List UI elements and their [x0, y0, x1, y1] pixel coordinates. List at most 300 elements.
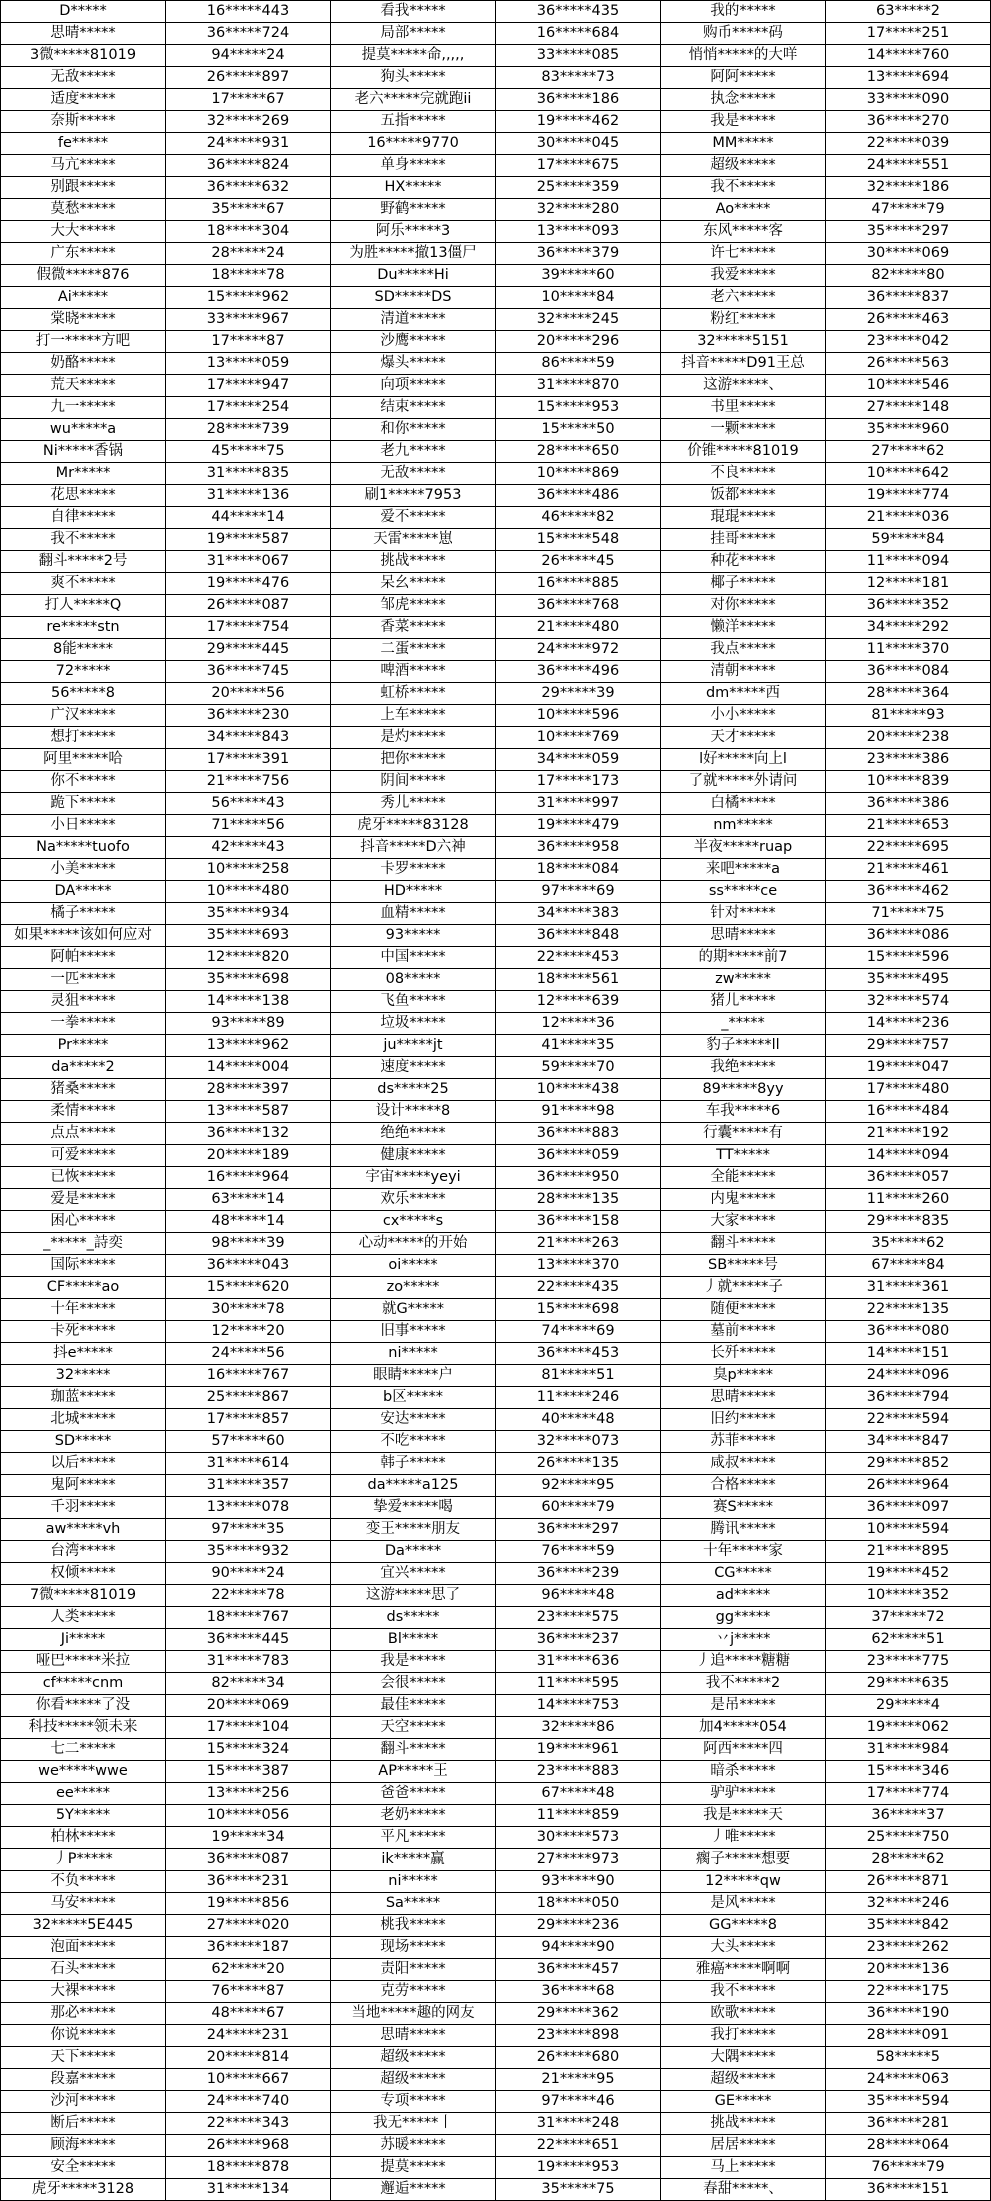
- nickname-cell: 老六*****完就跑ii: [331, 89, 496, 111]
- phone-cell: 36*****190: [826, 2003, 991, 2025]
- phone-cell: 36*****768: [496, 595, 661, 617]
- phone-cell: 36*****824: [166, 155, 331, 177]
- table-row: [1, 1, 991, 23]
- nickname-cell: 思晴*****: [331, 2025, 496, 2047]
- phone-cell: 36*****237: [496, 1629, 661, 1651]
- nickname-cell: re*****stn: [1, 617, 166, 639]
- phone-cell: 10*****642: [826, 463, 991, 485]
- table-row: [1, 1057, 991, 1079]
- nickname-cell: 阿乐*****3: [331, 221, 496, 243]
- phone-cell: 15*****620: [166, 1277, 331, 1299]
- phone-cell: 86*****59: [496, 353, 661, 375]
- nickname-cell: 专项*****: [331, 2091, 496, 2113]
- nickname-cell: 3微*****81019: [1, 45, 166, 67]
- phone-cell: 20*****238: [826, 727, 991, 749]
- nickname-cell: 跪下*****: [1, 793, 166, 815]
- phone-cell: 36*****794: [826, 1387, 991, 1409]
- table-row: [1, 1431, 991, 1453]
- nickname-cell: Ji*****: [1, 1629, 166, 1651]
- phone-cell: 15*****50: [496, 419, 661, 441]
- nickname-cell: 丿P*****: [1, 1849, 166, 1871]
- nickname-cell: 12*****qw: [661, 1871, 826, 1893]
- phone-cell: 36*****462: [826, 881, 991, 903]
- table-row: [1, 1233, 991, 1255]
- phone-cell: 39*****60: [496, 265, 661, 287]
- nickname-cell: 阿帕*****: [1, 947, 166, 969]
- phone-cell: 23*****883: [496, 1761, 661, 1783]
- nickname-cell: 思晴*****: [1, 23, 166, 45]
- phone-cell: 11*****595: [496, 1673, 661, 1695]
- nickname-cell: 居居*****: [661, 2135, 826, 2157]
- phone-cell: 14*****094: [826, 1145, 991, 1167]
- nickname-cell: 08*****: [331, 969, 496, 991]
- phone-cell: 17*****774: [826, 1783, 991, 1805]
- table-row: [1, 375, 991, 397]
- nickname-cell: 克劳*****: [331, 1981, 496, 2003]
- phone-cell: 31*****248: [496, 2113, 661, 2135]
- nickname-cell: 椰子*****: [661, 573, 826, 595]
- phone-cell: 35*****960: [826, 419, 991, 441]
- phone-cell: 31*****870: [496, 375, 661, 397]
- phone-cell: 36*****486: [496, 485, 661, 507]
- nickname-cell: 大裸*****: [1, 1981, 166, 2003]
- phone-cell: 76*****79: [826, 2157, 991, 2179]
- phone-cell: 22*****594: [826, 1409, 991, 1431]
- nickname-cell: 翻斗*****: [661, 1233, 826, 1255]
- table-row: [1, 1035, 991, 1057]
- phone-cell: 67*****48: [496, 1783, 661, 1805]
- phone-cell: 31*****984: [826, 1739, 991, 1761]
- phone-cell: 15*****324: [166, 1739, 331, 1761]
- table-row: [1, 1409, 991, 1431]
- nickname-cell: 翻斗*****: [331, 1739, 496, 1761]
- nickname-cell: 旧约*****: [661, 1409, 826, 1431]
- nickname-cell: 马上*****: [661, 2157, 826, 2179]
- phone-cell: 14*****138: [166, 991, 331, 1013]
- phone-cell: 18*****561: [496, 969, 661, 991]
- phone-cell: 18*****878: [166, 2157, 331, 2179]
- table-row: [1, 2157, 991, 2179]
- nickname-cell: 赛S*****: [661, 1497, 826, 1519]
- phone-cell: 10*****258: [166, 859, 331, 881]
- phone-cell: 96*****48: [496, 1585, 661, 1607]
- phone-cell: 36*****453: [496, 1343, 661, 1365]
- table-row: [1, 925, 991, 947]
- nickname-cell: 中国*****: [331, 947, 496, 969]
- phone-cell: 34*****059: [496, 749, 661, 771]
- table-row: [1, 595, 991, 617]
- nickname-cell: 宇宙*****yeyi: [331, 1167, 496, 1189]
- phone-cell: 28*****397: [166, 1079, 331, 1101]
- table-row: [1, 1717, 991, 1739]
- phone-cell: 32*****86: [496, 1717, 661, 1739]
- nickname-cell: 段嘉*****: [1, 2069, 166, 2091]
- table-row: [1, 2047, 991, 2069]
- phone-cell: 10*****84: [496, 287, 661, 309]
- nickname-cell: Ao*****: [661, 199, 826, 221]
- table-row: [1, 837, 991, 859]
- nickname-cell: GE*****: [661, 2091, 826, 2113]
- phone-cell: 19*****047: [826, 1057, 991, 1079]
- phone-cell: 35*****934: [166, 903, 331, 925]
- phone-cell: 11*****246: [496, 1387, 661, 1409]
- phone-cell: 33*****085: [496, 45, 661, 67]
- nickname-cell: 我是*****天: [661, 1805, 826, 1827]
- phone-cell: 10*****869: [496, 463, 661, 485]
- nickname-cell: Na*****tuofo: [1, 837, 166, 859]
- nickname-cell: Ni*****香锅: [1, 441, 166, 463]
- table-row: [1, 859, 991, 881]
- nickname-cell: 合格*****: [661, 1475, 826, 1497]
- nickname-cell: 超级*****: [661, 2069, 826, 2091]
- phone-cell: 19*****476: [166, 573, 331, 595]
- phone-cell: 36*****297: [496, 1519, 661, 1541]
- table-row: [1, 1893, 991, 1915]
- phone-cell: 15*****953: [496, 397, 661, 419]
- nickname-cell: 悄悄*****的大咩: [661, 45, 826, 67]
- nickname-cell: 局部*****: [331, 23, 496, 45]
- table-row: [1, 947, 991, 969]
- nickname-cell: 欧歌*****: [661, 2003, 826, 2025]
- phone-cell: 12*****639: [496, 991, 661, 1013]
- phone-cell: 26*****680: [496, 2047, 661, 2069]
- nickname-cell: 提莫*****命,,,,,: [331, 45, 496, 67]
- nickname-cell: 思晴*****: [661, 925, 826, 947]
- nickname-cell: 台湾*****: [1, 1541, 166, 1563]
- nickname-cell: 为胜*****撤13僵尸: [331, 243, 496, 265]
- phone-cell: 26*****871: [826, 1871, 991, 1893]
- phone-cell: 11*****370: [826, 639, 991, 661]
- phone-cell: 82*****34: [166, 1673, 331, 1695]
- nickname-cell: 千羽*****: [1, 1497, 166, 1519]
- table-row: [1, 133, 991, 155]
- nickname-cell: 超级*****: [331, 2069, 496, 2091]
- table-row: [1, 991, 991, 1013]
- table-row: [1, 881, 991, 903]
- phone-cell: 22*****695: [826, 837, 991, 859]
- nickname-cell: 奶酪*****: [1, 353, 166, 375]
- phone-cell: 22*****343: [166, 2113, 331, 2135]
- table-row: [1, 529, 991, 551]
- phone-cell: 13*****962: [166, 1035, 331, 1057]
- nickname-cell: 老六*****: [661, 287, 826, 309]
- nickname-cell: 马安*****: [1, 1893, 166, 1915]
- nickname-cell: wu*****a: [1, 419, 166, 441]
- nickname-cell: 打人*****Q: [1, 595, 166, 617]
- phone-cell: 22*****453: [496, 947, 661, 969]
- nickname-cell: HX*****: [331, 177, 496, 199]
- phone-cell: 36*****445: [166, 1629, 331, 1651]
- phone-cell: 31*****361: [826, 1277, 991, 1299]
- phone-cell: 36*****837: [826, 287, 991, 309]
- table-row: [1, 1343, 991, 1365]
- phone-cell: 27*****020: [166, 1915, 331, 1937]
- phone-cell: 19*****774: [826, 485, 991, 507]
- nickname-cell: 白橘*****: [661, 793, 826, 815]
- phone-cell: 14*****236: [826, 1013, 991, 1035]
- phone-cell: 30*****78: [166, 1299, 331, 1321]
- nickname-cell: 当地*****趣的网友: [331, 2003, 496, 2025]
- nickname-cell: 就G*****: [331, 1299, 496, 1321]
- phone-cell: 36*****281: [826, 2113, 991, 2135]
- phone-cell: 15*****962: [166, 287, 331, 309]
- nickname-cell: 丷j*****: [661, 1629, 826, 1651]
- phone-cell: 28*****135: [496, 1189, 661, 1211]
- table-row: [1, 1145, 991, 1167]
- nickname-cell: 想打*****: [1, 727, 166, 749]
- nickname-cell: AP*****王: [331, 1761, 496, 1783]
- nickname-cell: 清道*****: [331, 309, 496, 331]
- nickname-cell: Ai*****: [1, 287, 166, 309]
- phone-cell: 36*****496: [496, 661, 661, 683]
- phone-cell: 25*****867: [166, 1387, 331, 1409]
- table-row: [1, 1959, 991, 1981]
- nickname-cell: 呆幺*****: [331, 573, 496, 595]
- nickname-cell: zo*****: [331, 1277, 496, 1299]
- phone-cell: 92*****95: [496, 1475, 661, 1497]
- phone-cell: 36*****848: [496, 925, 661, 947]
- phone-cell: 81*****51: [496, 1365, 661, 1387]
- nickname-cell: 最佳*****: [331, 1695, 496, 1717]
- phone-cell: 32*****574: [826, 991, 991, 1013]
- phone-cell: 35*****842: [826, 1915, 991, 1937]
- phone-cell: 36*****379: [496, 243, 661, 265]
- phone-cell: 15*****387: [166, 1761, 331, 1783]
- nickname-cell: SB*****号: [661, 1255, 826, 1277]
- nickname-cell: CG*****: [661, 1563, 826, 1585]
- nickname-cell: 我无*****丨: [331, 2113, 496, 2135]
- phone-cell: 36*****186: [496, 89, 661, 111]
- phone-cell: 22*****651: [496, 2135, 661, 2157]
- phone-cell: 94*****90: [496, 1937, 661, 1959]
- nickname-cell: 5Y*****: [1, 1805, 166, 1827]
- nickname-cell: 大大*****: [1, 221, 166, 243]
- nickname-cell: 天下*****: [1, 2047, 166, 2069]
- table-row: [1, 969, 991, 991]
- phone-cell: 18*****050: [496, 1893, 661, 1915]
- phone-cell: 32*****269: [166, 111, 331, 133]
- phone-cell: 13*****078: [166, 1497, 331, 1519]
- phone-cell: 48*****67: [166, 2003, 331, 2025]
- phone-cell: 14*****753: [496, 1695, 661, 1717]
- phone-cell: 19*****34: [166, 1827, 331, 1849]
- table-row: [1, 2069, 991, 2091]
- phone-cell: 36*****231: [166, 1871, 331, 1893]
- table-row: [1, 1607, 991, 1629]
- nickname-cell: 以后*****: [1, 1453, 166, 1475]
- nickname-cell: 广汉*****: [1, 705, 166, 727]
- nickname-cell: 半夜*****ruap: [661, 837, 826, 859]
- phone-cell: 94*****24: [166, 45, 331, 67]
- nickname-cell: 56*****8: [1, 683, 166, 705]
- phone-cell: 23*****042: [826, 331, 991, 353]
- phone-cell: 36*****158: [496, 1211, 661, 1233]
- phone-cell: 31*****067: [166, 551, 331, 573]
- nickname-cell: 爱不*****: [331, 507, 496, 529]
- nickname-cell: 丿追*****糖糖: [661, 1651, 826, 1673]
- nickname-cell: 腾讯*****: [661, 1519, 826, 1541]
- nickname-cell: 提莫*****: [331, 2157, 496, 2179]
- nickname-cell: l好*****向上l: [661, 749, 826, 771]
- nickname-cell: 哑巴*****米拉: [1, 1651, 166, 1673]
- nickname-cell: 超级*****: [661, 155, 826, 177]
- table-row: [1, 1453, 991, 1475]
- nickname-cell: 安全*****: [1, 2157, 166, 2179]
- phone-cell: 32*****280: [496, 199, 661, 221]
- table-row: [1, 1871, 991, 1893]
- phone-cell: 35*****932: [166, 1541, 331, 1563]
- nickname-cell: 设计*****8: [331, 1101, 496, 1123]
- table-row: [1, 1563, 991, 1585]
- phone-cell: 63*****2: [826, 1, 991, 23]
- table-row: [1, 287, 991, 309]
- nickname-cell: Bl*****: [331, 1629, 496, 1651]
- phone-cell: 17*****675: [496, 155, 661, 177]
- nickname-cell: 抖音*****D六神: [331, 837, 496, 859]
- phone-cell: 13*****059: [166, 353, 331, 375]
- nickname-cell: ss*****ce: [661, 881, 826, 903]
- phone-cell: 26*****45: [496, 551, 661, 573]
- phone-cell: 36*****745: [166, 661, 331, 683]
- phone-cell: 10*****480: [166, 881, 331, 903]
- nickname-cell: 无敌*****: [331, 463, 496, 485]
- nickname-cell: 挂哥*****: [661, 529, 826, 551]
- phone-cell: 29*****445: [166, 639, 331, 661]
- nickname-cell: 32*****5E445: [1, 1915, 166, 1937]
- table-row: [1, 1739, 991, 1761]
- phone-cell: 71*****56: [166, 815, 331, 837]
- nickname-cell: 可爱*****: [1, 1145, 166, 1167]
- nickname-cell: 大家*****: [661, 1211, 826, 1233]
- nickname-cell: 93*****: [331, 925, 496, 947]
- nickname-cell: 雅癌*****啊啊: [661, 1959, 826, 1981]
- table-row: [1, 45, 991, 67]
- phone-cell: 13*****587: [166, 1101, 331, 1123]
- phone-cell: 17*****251: [826, 23, 991, 45]
- nickname-cell: 天雷*****崽: [331, 529, 496, 551]
- phone-cell: 15*****346: [826, 1761, 991, 1783]
- nickname-cell: 是吊*****: [661, 1695, 826, 1717]
- phone-cell: 19*****452: [826, 1563, 991, 1585]
- nickname-cell: 野鹤*****: [331, 199, 496, 221]
- table-row: [1, 1167, 991, 1189]
- phone-cell: 27*****148: [826, 397, 991, 419]
- phone-cell: 21*****95: [496, 2069, 661, 2091]
- nickname-cell: 你说*****: [1, 2025, 166, 2047]
- nickname-cell: 一匹*****: [1, 969, 166, 991]
- phone-cell: 36*****087: [166, 1849, 331, 1871]
- phone-cell: 24*****231: [166, 2025, 331, 2047]
- nickname-cell: 粉红*****: [661, 309, 826, 331]
- phone-cell: 26*****135: [496, 1453, 661, 1475]
- nickname-cell: 一拳*****: [1, 1013, 166, 1035]
- nickname-cell: da*****a125: [331, 1475, 496, 1497]
- nickname-cell: 健康*****: [331, 1145, 496, 1167]
- phone-cell: 31*****835: [166, 463, 331, 485]
- nickname-cell: dm*****西: [661, 683, 826, 705]
- table-row: [1, 1189, 991, 1211]
- phone-cell: 16*****684: [496, 23, 661, 45]
- table-row: [1, 551, 991, 573]
- phone-cell: 48*****14: [166, 1211, 331, 1233]
- phone-cell: 16*****767: [166, 1365, 331, 1387]
- table-row: [1, 749, 991, 771]
- phone-cell: 31*****136: [166, 485, 331, 507]
- phone-cell: 22*****135: [826, 1299, 991, 1321]
- phone-cell: 26*****897: [166, 67, 331, 89]
- nickname-cell: 我不*****: [1, 529, 166, 551]
- nickname-cell: 暗杀*****: [661, 1761, 826, 1783]
- phone-cell: 19*****062: [826, 1717, 991, 1739]
- nickname-cell: 天空*****: [331, 1717, 496, 1739]
- phone-cell: 22*****039: [826, 133, 991, 155]
- table-row: [1, 463, 991, 485]
- table-row: [1, 441, 991, 463]
- phone-cell: 29*****236: [496, 1915, 661, 1937]
- nickname-cell: 的期*****前7: [661, 947, 826, 969]
- nickname-cell: fe*****: [1, 133, 166, 155]
- nickname-cell: 刷1*****7953: [331, 485, 496, 507]
- table-row: [1, 1673, 991, 1695]
- nickname-cell: 荒天*****: [1, 375, 166, 397]
- phone-cell: 26*****968: [166, 2135, 331, 2157]
- phone-cell: 59*****84: [826, 529, 991, 551]
- nickname-cell: 我的*****: [661, 1, 826, 23]
- phone-cell: 11*****859: [496, 1805, 661, 1827]
- table-row: [1, 727, 991, 749]
- nickname-cell: 思晴*****: [661, 1387, 826, 1409]
- phone-cell: 31*****997: [496, 793, 661, 815]
- nickname-cell: 车我*****6: [661, 1101, 826, 1123]
- phone-cell: 29*****362: [496, 2003, 661, 2025]
- phone-cell: 23*****575: [496, 1607, 661, 1629]
- table-row: [1, 199, 991, 221]
- nickname-cell: 这游*****思了: [331, 1585, 496, 1607]
- phone-cell: 36*****457: [496, 1959, 661, 1981]
- phone-cell: 21*****192: [826, 1123, 991, 1145]
- nickname-cell: 苏菲*****: [661, 1431, 826, 1453]
- table-row: [1, 177, 991, 199]
- phone-cell: 28*****24: [166, 243, 331, 265]
- nickname-cell: Du*****Hi: [331, 265, 496, 287]
- phone-cell: 63*****14: [166, 1189, 331, 1211]
- nickname-cell: 行囊*****有: [661, 1123, 826, 1145]
- nickname-cell: Mr*****: [1, 463, 166, 485]
- phone-cell: 28*****739: [166, 419, 331, 441]
- phone-cell: 25*****750: [826, 1827, 991, 1849]
- nickname-cell: we*****wwe: [1, 1761, 166, 1783]
- phone-cell: 14*****004: [166, 1057, 331, 1079]
- phone-cell: 32*****245: [496, 309, 661, 331]
- nickname-cell: 变王*****朋友: [331, 1519, 496, 1541]
- table-row: [1, 1123, 991, 1145]
- nickname-cell: 执念*****: [661, 89, 826, 111]
- nickname-cell: 购币*****码: [661, 23, 826, 45]
- table-row: [1, 1651, 991, 1673]
- nickname-cell: 灵狙*****: [1, 991, 166, 1013]
- phone-cell: 35*****297: [826, 221, 991, 243]
- phone-cell: 36*****883: [496, 1123, 661, 1145]
- nickname-cell: 全能*****: [661, 1167, 826, 1189]
- phone-cell: 36*****270: [826, 111, 991, 133]
- table-row: [1, 1827, 991, 1849]
- nickname-cell: 会很*****: [331, 1673, 496, 1695]
- nickname-cell: 那必*****: [1, 2003, 166, 2025]
- table-row: [1, 1783, 991, 1805]
- table-row: [1, 2113, 991, 2135]
- phone-cell: 17*****480: [826, 1079, 991, 1101]
- nickname-cell: 清朝*****: [661, 661, 826, 683]
